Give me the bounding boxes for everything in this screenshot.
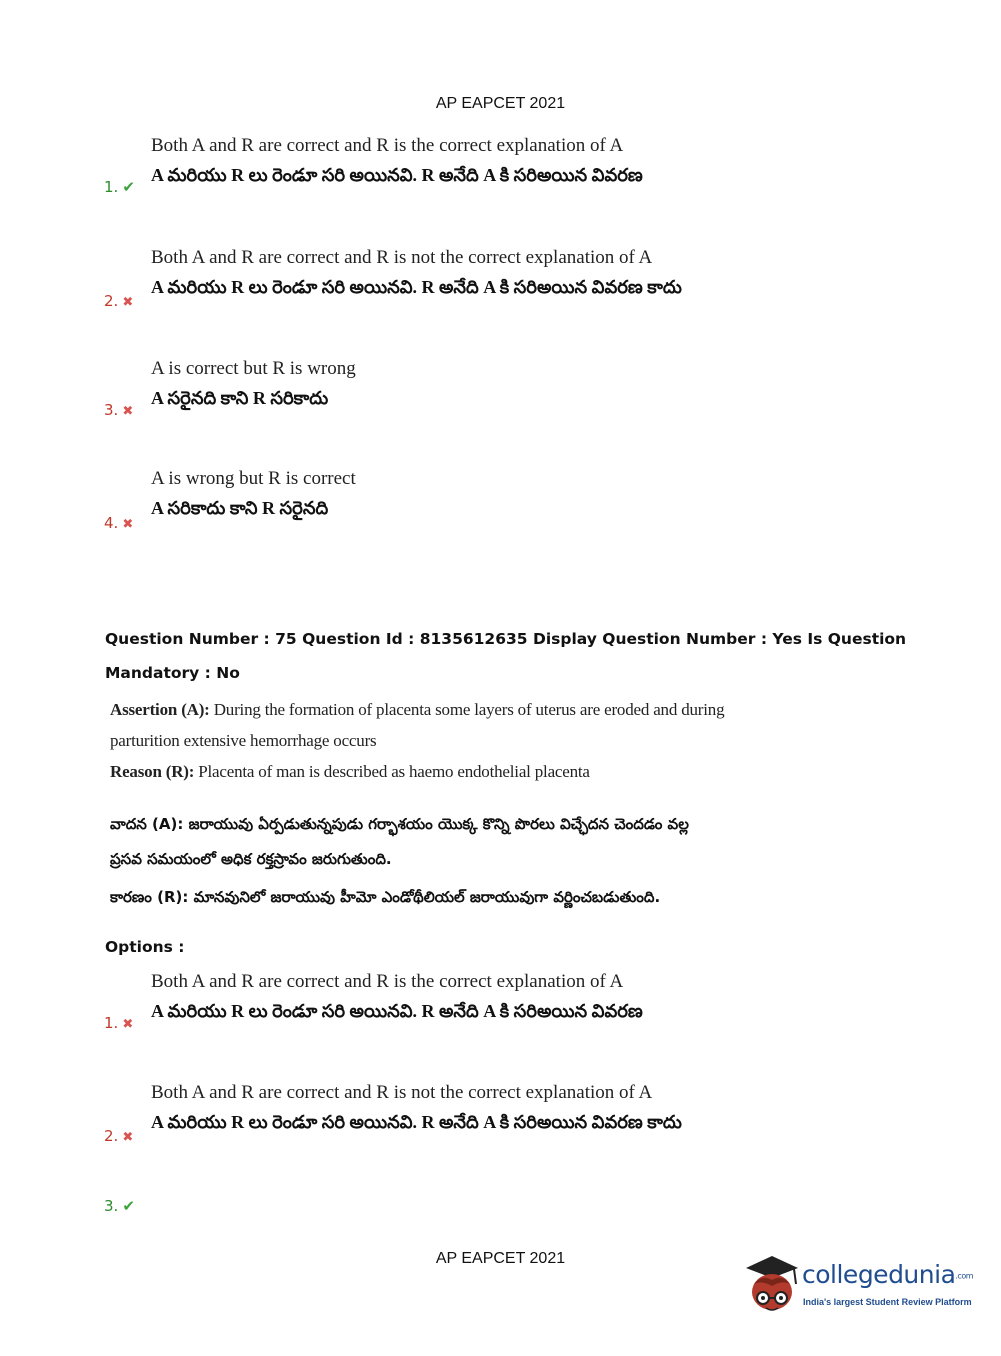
check-icon: ✔ [122,178,135,196]
option-telugu: A సరికాదు కాని R సరైనది [151,498,329,518]
collegedunia-logo [742,1250,972,1320]
brand-name: collegedunia.com [802,1260,974,1289]
option-number: 4. ✖ [104,514,134,532]
assertion-telugu: వాదన (A): జరాయువు ఏర్పడుతున్నపుడు గర్భాశయం యొక్క కొన్ని పొరలు విచ్ఛేదన చెందడం వల్ల [110,815,689,833]
reason-text: Placenta of man is described as haemo endothelial placenta [194,762,590,781]
mascot-icon [742,1250,802,1316]
assertion-continued: parturition extensive hemorrhage occurs [110,731,377,750]
assertion [110,700,724,720]
option-telugu: A మరియు R లు రెండూ సరి అయినవి. R అనేది A కి సరిఅయిన వివరణ కాదు [151,1112,682,1132]
cross-icon: ✖ [122,517,134,532]
reason-telugu: కారణం (R): మానవునిలో జరాయువు హీమో ఎండోథీలియల్ జరాయువుగా వర్ణించబడుతుంది. [110,888,661,906]
reason [110,762,590,782]
option-english: Both A and R are correct and R is not the correct explanation of A [151,247,653,268]
option-telugu: A మరియు R లు రెండూ సరి అయినవి. R అనేది A కి సరిఅయిన వివరణ కాదు [151,277,682,297]
assertion-text: During the formation of placenta some layers of uterus are eroded and during [209,700,725,719]
options-label: Options : [105,938,185,956]
question-mandatory: Mandatory : No [105,664,240,682]
reason-label: Reason (R): [110,762,195,781]
option-number: 2. ✖ [104,1127,134,1145]
brand-tagline: India's largest Student Review Platform [803,1297,972,1307]
option-english: Both A and R are correct and R is the correct explanation of A [151,135,624,156]
option-telugu: A మరియు R లు రెండూ సరి అయినవి. R అనేది A కి సరిఅయిన వివరణ [151,1001,643,1021]
check-icon: ✔ [122,1197,135,1215]
cross-icon: ✖ [122,1017,134,1032]
option-english: Both A and R are correct and R is the correct explanation of A [151,971,624,992]
option-number: 2. ✖ [104,292,134,310]
assertion-label: Assertion (A): [110,700,210,719]
option-number: 3. ✔ [104,1197,135,1215]
question-meta: Question Number : 75 Question Id : 8135612635 Display Question Number : Yes Is Question [105,630,907,648]
option-number: 3. ✖ [104,401,134,419]
cross-icon: ✖ [122,295,134,310]
option-telugu: A సరైనది కాని R సరికాదు [151,388,329,408]
option-english: A is wrong but R is correct [151,468,356,489]
option-english: A is correct but R is wrong [151,358,356,379]
option-number: 1. ✔ [104,178,135,196]
cross-icon: ✖ [122,1130,134,1145]
page-footer: AP EAPCET 2021 [435,1250,566,1267]
option-english: Both A and R are correct and R is not the correct explanation of A [151,1082,653,1103]
page-header: AP EAPCET 2021 [435,95,566,112]
option-number: 1. ✖ [104,1014,134,1032]
option-telugu: A మరియు R లు రెండూ సరి అయినవి. R అనేది A కి సరిఅయిన వివరణ [151,165,643,185]
cross-icon: ✖ [122,404,134,419]
assertion-telugu-continued: ప్రసవ సమయంలో అధిక రక్తస్రావం జరుగుతుంది. [110,850,392,868]
